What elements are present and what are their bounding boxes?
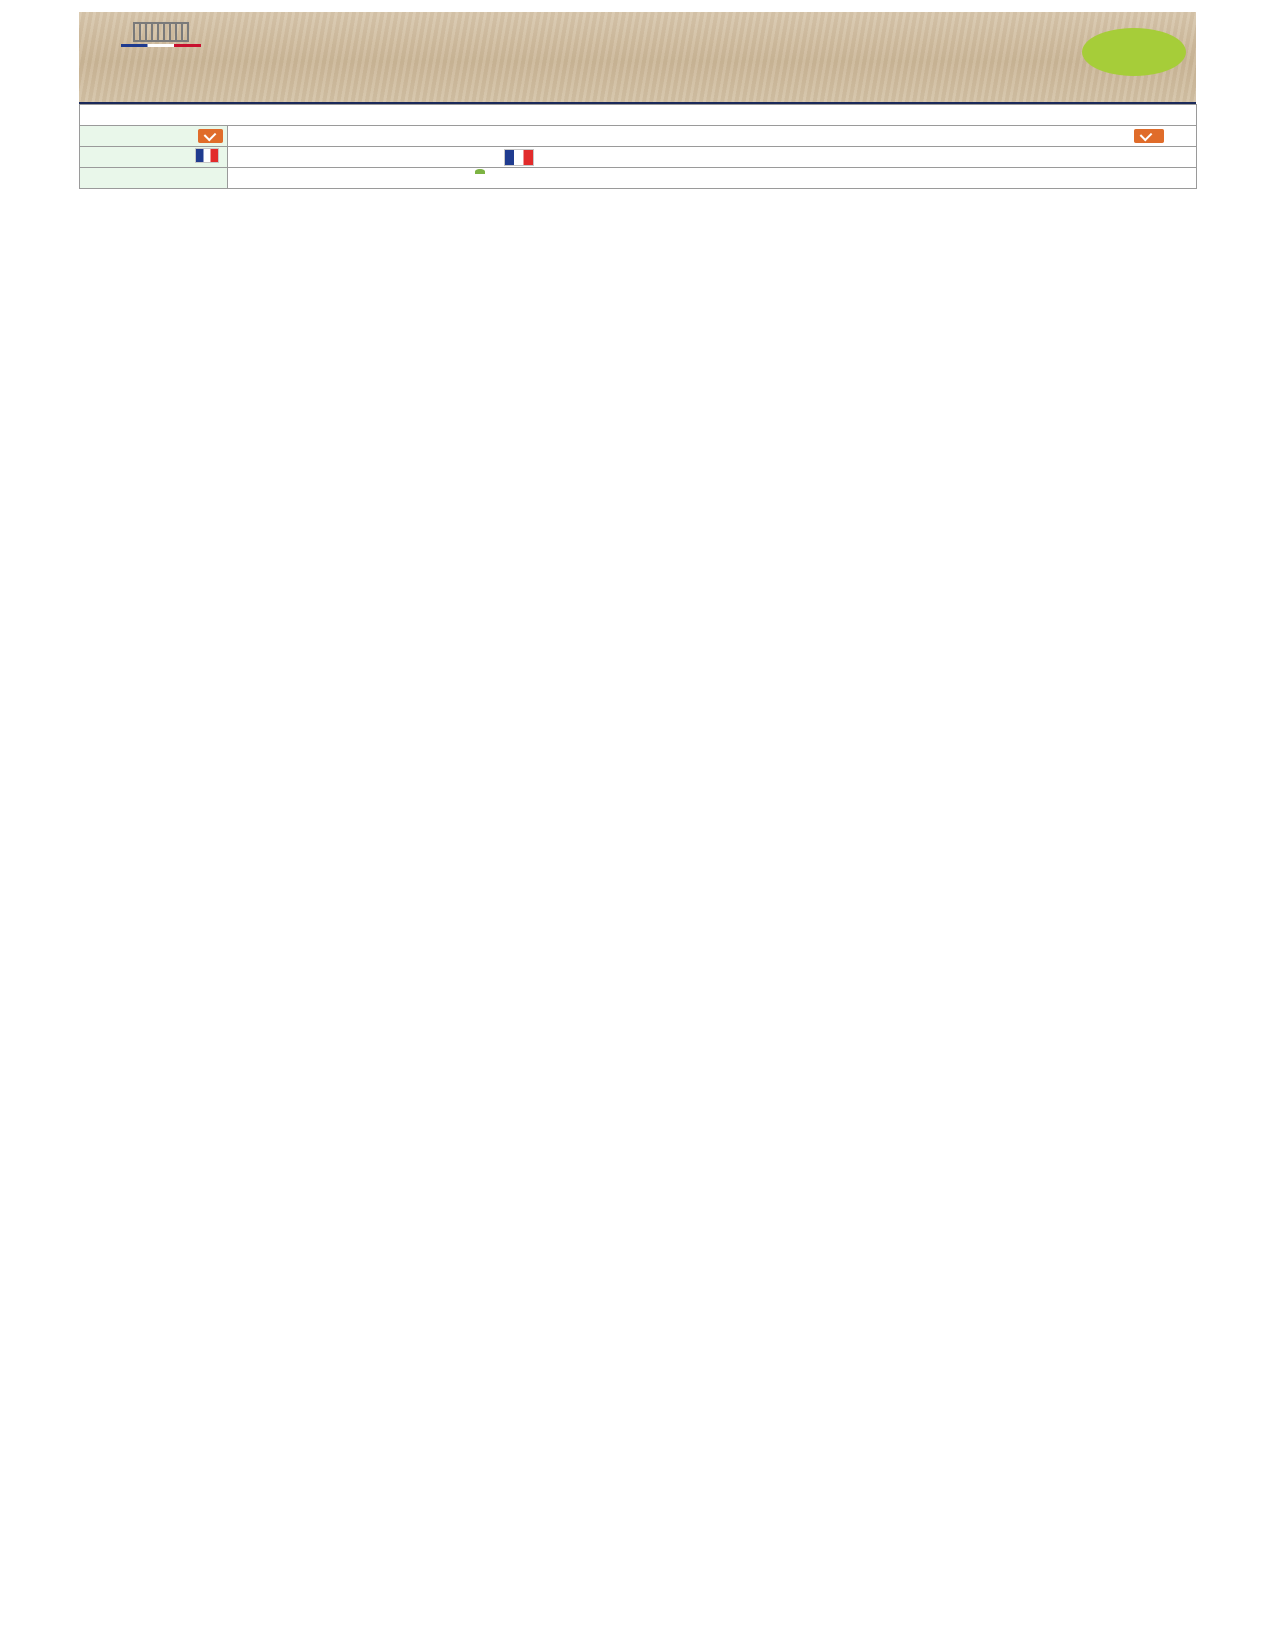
tricolor-stripe-icon bbox=[121, 44, 201, 47]
menu-header bbox=[79, 12, 1196, 104]
legend-key-veg bbox=[80, 126, 228, 147]
vegetarian-badge-icon bbox=[1134, 129, 1164, 143]
legend-text-cf bbox=[228, 147, 1197, 168]
leaf-bubble-icon bbox=[1082, 28, 1186, 76]
france-flag-icon bbox=[195, 148, 219, 163]
menu-sheet bbox=[79, 12, 1196, 189]
school-logo bbox=[101, 20, 221, 47]
legend-key-cf bbox=[80, 147, 228, 168]
france-flag-icon bbox=[504, 149, 534, 166]
legend-text-veg bbox=[228, 126, 1197, 147]
legend-key-fv bbox=[80, 168, 228, 189]
wood-texture bbox=[79, 12, 1196, 102]
think-green-logo bbox=[1070, 26, 1188, 92]
school-columns-icon bbox=[133, 22, 189, 42]
vegetarian-badge-icon bbox=[198, 129, 223, 143]
legend-heading bbox=[80, 105, 1197, 126]
legend-text-fv bbox=[228, 168, 1197, 189]
legend-table bbox=[79, 104, 1197, 189]
